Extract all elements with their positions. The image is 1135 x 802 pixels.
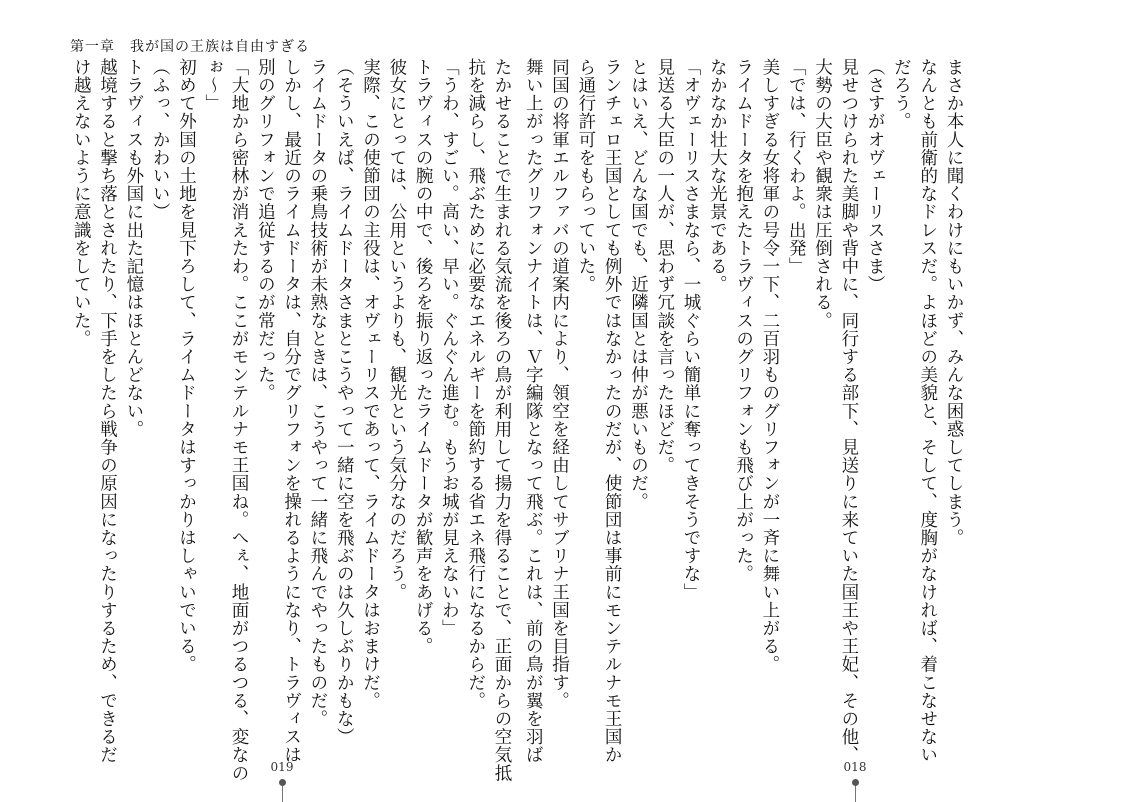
text-line: 美しすぎる女将軍の号令一下、二百羽ものグリフォンが一斉に舞い上がる。 — [759, 58, 780, 674]
text-line: 彼女にとっては、公用というよりも、観光という気分なのだろう。 — [386, 58, 407, 601]
text-line: ぉ～」 — [202, 58, 223, 113]
text-line: 「オヴェーリスさまなら、一城ぐらい簡単に奪ってきそうですな」 — [681, 58, 702, 601]
text-line: 「大地から密林が消えたわ。ここがモンテルナモ王国ね。へぇ、地面がつるつる、変なの — [229, 58, 250, 782]
page-number: 019 — [270, 760, 294, 774]
text-line: トラヴィスも外国に出た記憶はほとんどない。 — [123, 58, 144, 439]
text-line: たかせることで生まれる気流を後ろの鳥が利用して揚力を得ることで、正面からの空気抵 — [492, 58, 512, 782]
text-line: け越えないように意識をしていた。 — [71, 58, 92, 348]
text-line: しかし、最近のライムドータは、自分でグリフォンを操れるようになり、トラヴィスは — [281, 58, 302, 764]
text-line: （そういえば、ライムドータさまとこうやって一緒に空を飛ぶのは久しぶりかもな） — [334, 58, 355, 746]
text-line: まさか本人に聞くわけにもいかず、みんな困惑してしまう。 — [944, 58, 964, 547]
text-line: なかなか壮大な光景である。 — [707, 58, 728, 294]
folio-stem — [282, 786, 283, 802]
page-number: 018 — [843, 760, 867, 774]
text-line: （ふっ、かわいい） — [150, 58, 171, 221]
text-line: 大勢の大臣や観衆は圧倒される。 — [812, 58, 833, 330]
left-page — [0, 0, 567, 800]
page-number-left — [262, 760, 302, 802]
text-line: 越境すると撃ち落とされたり、下手をしたら戦争の原因になったりするため、できるだ — [97, 58, 118, 764]
text-line: 「うわ、すごい。高い、早い。ぐんぐん進む。もうお城が見えないわ」 — [439, 58, 460, 638]
right-page-text — [523, 58, 967, 764]
text-line: トラヴィスの腕の中で、後ろを振り返ったライムドータが歓声をあげる。 — [413, 58, 434, 656]
text-line: 舞い上がったグリフォンナイトは、Ｖ字編隊となって飛ぶ。これは、前の鳥が翼を羽ば — [523, 58, 544, 764]
page-number-right — [835, 760, 875, 802]
text-line: 初めて外国の土地を見下ろして、ライムドータはすっかりはしゃいでいる。 — [176, 58, 197, 674]
text-line: 見せつけられた美脚や背中に、同行する部下、見送りに来ていた国王や王妃、その他、 — [838, 58, 859, 764]
text-line: ライムドータの乗鳥技術が未熟なときは、こうやって一緒に飛んでやったものだ。 — [307, 58, 328, 728]
folio-dot-icon — [852, 779, 859, 786]
folio-dot-icon — [279, 779, 286, 786]
folio-stem — [855, 786, 856, 802]
text-line: 同国の将軍エルファバの道案内により、領空を経由してサブリナ王国を目指す。 — [549, 58, 570, 710]
text-line: （さすがオヴェーリスさま） — [865, 58, 886, 294]
text-line: とはいえ、どんな国でも、近隣国とは仲が悪いものだ。 — [628, 58, 649, 511]
text-line: ランチェロ王国としても例外ではなかったのだが、使節団は事前にモンテルナモ王国か — [602, 58, 623, 764]
text-line: ライムドータを抱えたトラヴィスのグリフォンも飛び上がった。 — [733, 58, 754, 583]
text-line: 実際、この使節団の主役は、オヴェーリスであって、ライムドータはおまけだ。 — [360, 58, 381, 710]
text-line: 抗を減らし、飛ぶために必要なエネルギーを節約する省エネ飛行になるからだ。 — [465, 58, 486, 710]
chapter-header: 第一章 我が国の王族は自由すぎる — [70, 39, 310, 55]
text-line: 別のグリフォンで追従するのが常だった。 — [255, 58, 276, 402]
text-line: なんとも前衛的なドレスだ。よほどの美貌と、そして、度胸がなければ、着こなせない — [917, 58, 938, 764]
text-line: ら通行許可をもらっていた。 — [575, 58, 596, 294]
text-line: だろう。 — [891, 58, 912, 131]
text-line: 見送る大臣の一人が、思わず冗談を言ったほどだ。 — [654, 58, 675, 475]
right-page — [523, 0, 1135, 800]
text-line: 「では、行くわよ。出発」 — [786, 58, 807, 276]
